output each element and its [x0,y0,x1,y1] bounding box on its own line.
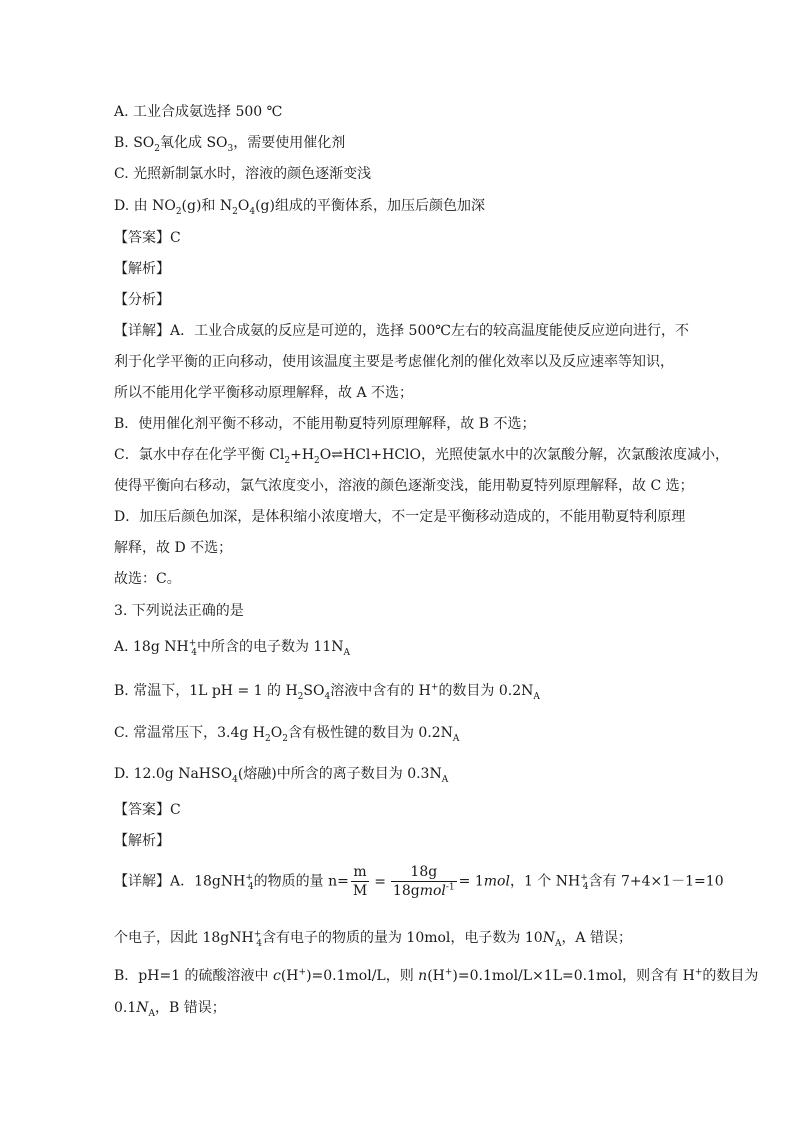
q3-option-b: B. 常温下，1L pH = 1 的 $H_2SO_4$溶液中含有的 H+的数目为 $0.2N_A$ [114,682,540,702]
q2-analysis-heading: 【解析】 [114,261,170,277]
q3-detail-b-line-2: $0.1N_A$，B 错误； [114,1000,226,1019]
fraction-m-over-M: $\frac{m}{M}$ [352,864,368,899]
q3-analysis-heading: 【解析】 [114,833,170,849]
q3-detail-b-line-1: B．pH=1 的硫酸溶液中 c(H+)=0.1mol/L，则 n(H+)=0.1mol/L×1L=0.1mol，则含有 H+的数目为 [114,967,759,984]
q2-conclusion: 故选：C。 [114,571,181,587]
q3-detail-a-line-1: 【详解】A．18gNH+$_4$的物质的量 n= $\frac{m}{M}$ = $\frac{18g}{18gmol^{-1}}$ = 1mol，1 个 $NH^+_4$含有 7+4×1－1=10 [114,864,724,899]
q3-option-d: D. 12.0g NaHSO$_4$(熔融)中所含的离子数目为 $0.3N_A$ [114,766,449,785]
q2-option-c: C. 光照新制氯水时，溶液的颜色逐渐变浅 [114,166,372,182]
q2-detail-line-1: 【详解】A．工业合成氨的反应是可逆的，选择 500℃左右的较高温度能使反应逆向进行，不 [114,323,689,339]
q2-detail-line-3: 所以不能用化学平衡移动原理解释，故 A 不选； [114,385,414,401]
q2-detail-line-8: 解释，故 D 不选； [114,540,233,556]
q3-option-a: A. 18g $NH^+_4$中所含的电子数为 $11N_A$ [114,638,350,658]
q2-option-d: D. 由 $NO_2(g)$和 $N_2O_4(g)$组成的平衡体系，加压后颜色加深 [114,198,485,217]
fraction-18g-over-molar-mass: $\frac{18g}{18gmol^{-1}}$ [392,864,455,899]
q3-answer: 【答案】C [114,802,181,818]
q2-detail-line-7: D．加压后颜色加深，是体积缩小浓度增大，不一定是平衡移动造成的，不能用勒夏特利原理 [114,509,686,525]
q2-option-a: A. 工业合成氨选择 500 ℃ [114,104,283,120]
q2-detail-line-2: 利于化学平衡的正向移动，使用该温度主要是考虑催化剂的催化效率以及反应速率等知识， [114,354,674,370]
q2-detail-line-4: B．使用催化剂平衡不移动，不能用勒夏特列原理解释，故 B 不选； [114,416,536,432]
q3-option-c: C. 常温常压下，3.4g $H_2O_2$含有极性键的数目为 $0.2N_A$ [114,725,460,744]
q2-detail-line-5: C．氯水中存在化学平衡 $Cl_2+H_2O\rightleftharpoons HCl+HClO$，光照使氯水中的次氯酸分解，次氯酸浓度减小， [114,447,729,466]
q2-fenxi-heading: 【分析】 [114,292,170,308]
q3-detail-a-line-2: 个电子，因此 18gNH+$_4$含有电子的物质的量为 10mol，电子数为 $10N_A$，A 错误； [114,929,632,949]
q2-answer: 【答案】C [114,230,181,246]
q2-detail-line-6: 使得平衡向右移动，氯气浓度变小，溶液的颜色逐渐变浅，能用勒夏特列原理解释，故 C 选； [114,478,694,494]
q3-stem: 3. 下列说法正确的是 [114,603,244,619]
q2-option-b: B. $SO_2$氧化成 $SO_3$，需要使用催化剂 [114,135,346,154]
